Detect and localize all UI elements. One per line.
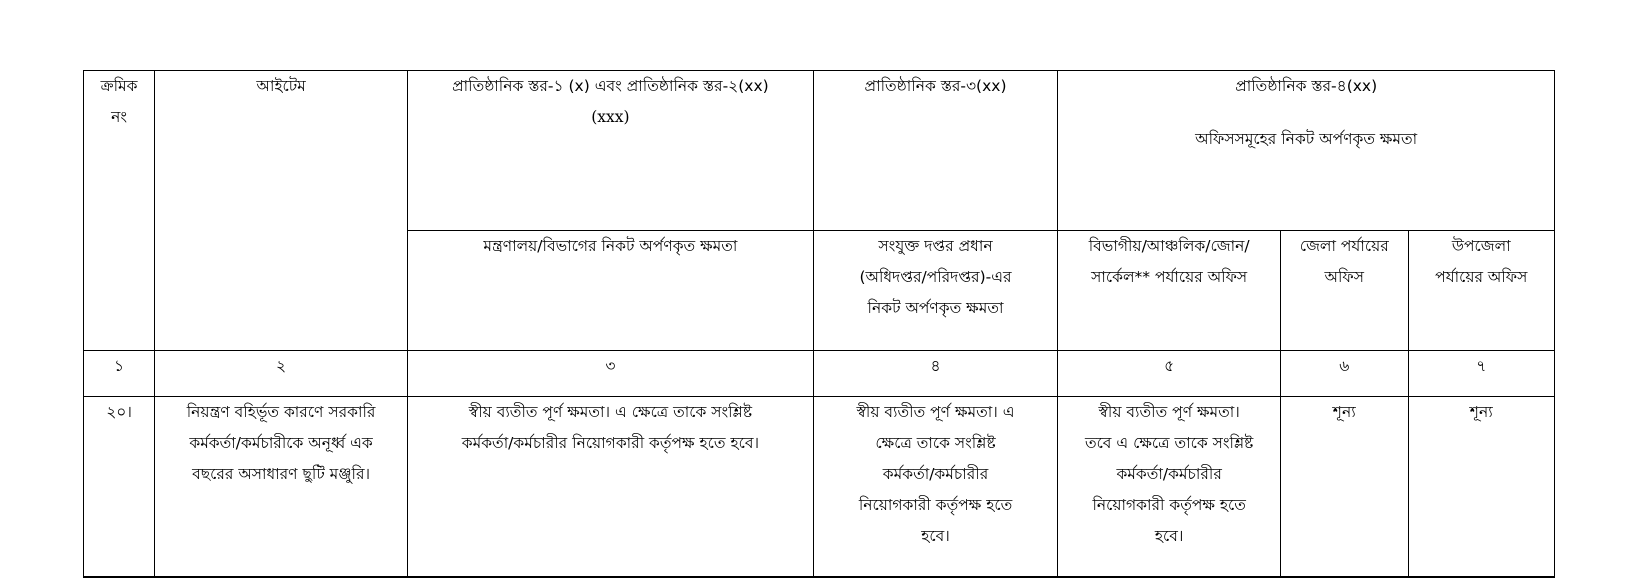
level-4-header-line1: প্রাতিষ্ঠানিক স্তর-৪(xx) [1235,77,1378,95]
row-level-1-2-line: স্বীয় ব্যতীত পূর্ণ ক্ষমতা। এ ক্ষেত্রে তাকে সংশ্লিষ্ট [468,403,753,421]
header-row [84,71,1555,231]
upazila-office-subheader-line1: উপজেলা [1451,237,1511,255]
row-item-line: নিয়ন্ত্রণ বহির্ভূত কারণে সরকারি [186,403,376,421]
row-level-3-line: ক্ষেত্রে তাকে সংশ্লিষ্ট [875,434,996,452]
row-serial: ২০। [84,397,155,577]
row-item-line: বছরের অসাধারণ ছুটি মঞ্জুরি। [192,465,371,483]
ministry-subheader-label: মন্ত্রণালয়/বিভাগের নিকট অর্পণকৃত ক্ষমতা [483,237,738,255]
row-level-3-line: কর্মকর্তা/কর্মচারীর [882,465,989,483]
next-row-cell [813,577,1058,578]
row-level-3-power [813,397,1058,577]
next-row-cell [84,577,155,578]
next-row-cell [1408,577,1554,578]
department-subheader [813,231,1058,351]
divisional-office-subheader-line2: সার্কেল** পর্যায়ের অফিস [1091,268,1248,286]
row-level-3-line: হবে। [921,527,950,545]
level-1-2-header-line1: প্রাতিষ্ঠানিক স্তর-১ (x) এবং প্রাতিষ্ঠানিক স্তর-২(xx) [452,77,769,95]
table-row [84,397,1555,577]
row-divisional-line: হবে। [1154,527,1184,545]
district-office-subheader-line1: জেলা পর্যায়ের [1299,237,1389,255]
level-3-header-label: প্রাতিষ্ঠানিক স্তর-৩(xx) [864,77,1007,95]
next-row-partial [84,577,1555,578]
divisional-office-subheader [1058,231,1281,351]
next-row-cell [1058,577,1281,578]
row-level-1-2-line: কর্মকর্তা/কর্মচারীর নিয়োগকারী কর্তৃপক্ষ হতে হবে। [461,434,760,452]
column-number-row [84,351,1555,397]
upazila-office-subheader [1408,231,1554,351]
row-district-power: শূন্য [1281,397,1409,577]
column-number-6: ৬ [1281,351,1409,397]
department-subheader-line1: সংযুক্ত দপ্তর প্রধান [878,237,993,255]
serial-header-line1: ক্রমিক [100,77,138,95]
next-row-cell [155,577,408,578]
level-1-2-header [408,71,814,231]
row-level-3-line: নিয়োগকারী কর্তৃপক্ষ হতে [858,496,1013,514]
item-header [155,71,408,351]
department-subheader-line3: নিকট অর্পণকৃত ক্ষমতা [867,299,1004,317]
ministry-subheader [408,231,814,351]
row-level-3-line: স্বীয় ব্যতীত পূর্ণ ক্ষমতা। এ [856,403,1015,421]
row-level-1-2-power [408,397,814,577]
department-subheader-line2: (অধিদপ্তর/পরিদপ্তর)-এর [859,268,1012,286]
level-4-header-line2: অফিসসমূহের নিকট অর্পণকৃত ক্ষমতা [1195,130,1418,148]
column-number-4: ৪ [813,351,1058,397]
level-1-2-header-line2: (xxx) [591,108,630,126]
column-number-2: ২ [155,351,408,397]
column-number-5: ৫ [1058,351,1281,397]
column-number-1: ১ [84,351,155,397]
row-divisional-line: স্বীয় ব্যতীত পূর্ণ ক্ষমতা। [1098,403,1240,421]
item-header-label: আইটেম [256,77,306,95]
row-divisional-line: নিয়োগকারী কর্তৃপক্ষ হতে [1092,496,1246,514]
row-upazila-power: শূন্য [1408,397,1554,577]
row-item [155,397,408,577]
level-4-header [1058,71,1555,231]
district-office-subheader [1281,231,1409,351]
level-3-header [813,71,1058,231]
row-divisional-line: কর্মকর্তা/কর্মচারীর [1116,465,1222,483]
row-divisional-power [1058,397,1281,577]
column-number-7: ৭ [1408,351,1554,397]
next-row-cell [1281,577,1409,578]
row-item-line: কর্মকর্তা/কর্মচারীকে অনূর্ধ্ব এক [189,434,373,452]
district-office-subheader-line2: অফিস [1324,268,1364,286]
serial-header-line2: নং [111,108,127,126]
column-number-3: ৩ [408,351,814,397]
upazila-office-subheader-line2: পর্যায়ের অফিস [1435,268,1528,286]
serial-header [84,71,155,351]
level-4-header-spacer [1064,102,1548,124]
next-row-cell [408,577,814,578]
divisional-office-subheader-line1: বিভাগীয়/আঞ্চলিক/জোন/ [1088,237,1250,255]
delegation-of-powers-table [83,70,1555,578]
row-divisional-line: তবে এ ক্ষেত্রে তাকে সংশ্লিষ্ট [1084,434,1254,452]
